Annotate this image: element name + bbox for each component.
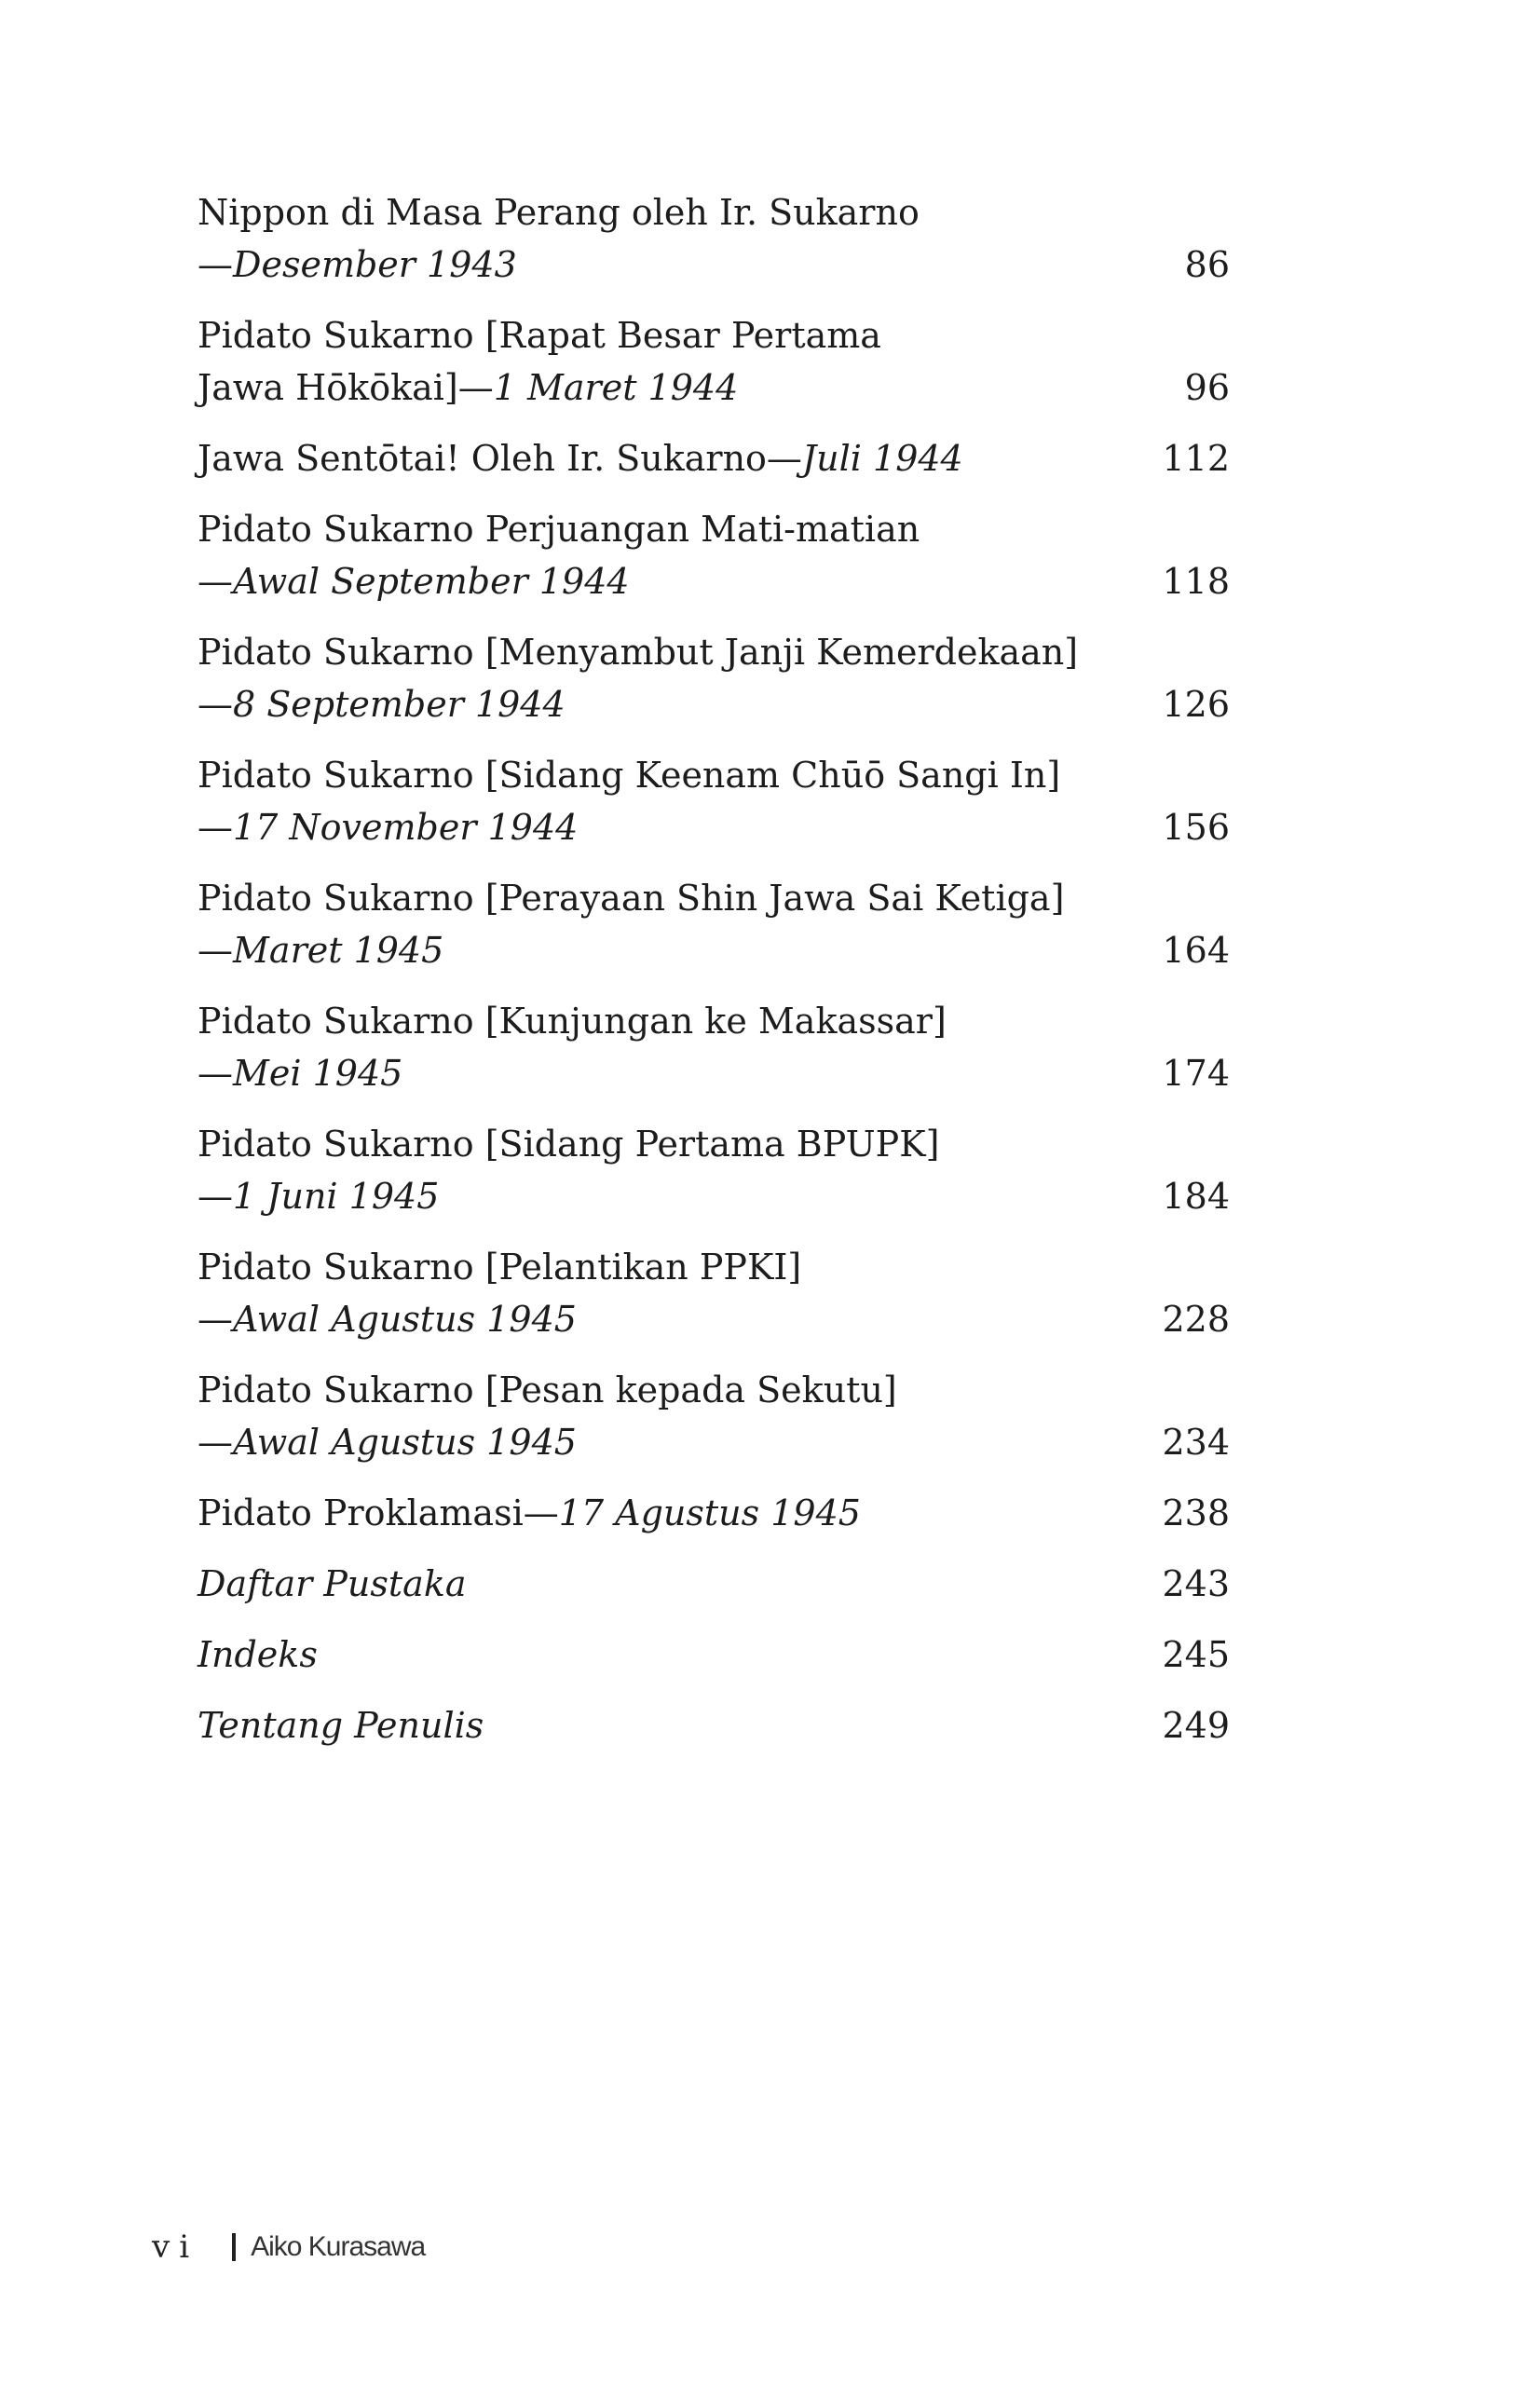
toc-page-number: 238 <box>1162 1492 1230 1533</box>
toc-entry[interactable] <box>198 626 1230 730</box>
toc-entry[interactable] <box>198 872 1230 976</box>
toc-entry[interactable] <box>198 503 1230 607</box>
toc-entry-title: Pidato Sukarno [Menyambut Janji Kemerdekaan] <box>198 632 1079 673</box>
toc-entry-subtitle: —1 Juni 1945 <box>198 1176 440 1217</box>
toc-entry-subtitle: —Awal Agustus 1945 <box>198 1299 577 1340</box>
toc-page-number: 184 <box>1162 1176 1230 1217</box>
toc-page-number: 174 <box>1162 1053 1230 1094</box>
toc-entry-title: Jawa Sentōtai! Oleh Ir. Sukarno—Juli 1944 <box>198 438 963 479</box>
toc-entry[interactable] <box>198 995 1230 1099</box>
toc-entry-title: Pidato Proklamasi—17 Agustus 1945 <box>198 1492 861 1533</box>
toc-page-number: 249 <box>1162 1705 1230 1746</box>
toc-page-number: 118 <box>1162 561 1230 602</box>
toc-entry-date: 17 Agustus 1945 <box>558 1492 861 1533</box>
toc-entry-date: Mei 1945 <box>233 1053 403 1094</box>
toc-entry-title: Pidato Sukarno [Pesan kepada Sekutu] <box>198 1370 897 1411</box>
toc-entry[interactable] <box>198 1699 1230 1751</box>
page-number: vi <box>152 2228 199 2266</box>
toc-entry-title: Pidato Sukarno [Pelantikan PPKI] <box>198 1247 802 1288</box>
toc-entry[interactable] <box>198 186 1230 291</box>
toc-entry-title: Nippon di Masa Perang oleh Ir. Sukarno <box>198 192 920 233</box>
toc-entry-subtitle: —Mei 1945 <box>198 1053 403 1094</box>
toc-entry[interactable] <box>198 749 1230 853</box>
toc-page-number: 245 <box>1162 1634 1230 1675</box>
toc-entry-title: Indeks <box>198 1634 318 1675</box>
toc-entry-date: Awal September 1944 <box>233 561 630 602</box>
toc-entry-subtitle: —17 November 1944 <box>198 807 579 848</box>
toc-entry-subtitle: —Desember 1943 <box>198 244 517 285</box>
toc-entry[interactable] <box>198 1558 1230 1610</box>
toc-entry-subtitle: —Maret 1945 <box>198 930 444 971</box>
toc-entry-date: Awal Agustus 1945 <box>233 1299 577 1340</box>
running-author: Aiko Kurasawa <box>251 2231 426 2262</box>
toc-entry-date: Desember 1943 <box>233 244 517 285</box>
toc-page-number: 164 <box>1162 930 1230 971</box>
toc-entry-title: Pidato Sukarno [Kunjungan ke Makassar] <box>198 1001 947 1042</box>
toc-entry[interactable] <box>198 1118 1230 1222</box>
toc-page-number: 243 <box>1162 1563 1230 1604</box>
toc-entry-title: Daftar Pustaka <box>198 1563 467 1604</box>
toc-entry[interactable] <box>198 1364 1230 1468</box>
toc-page-number: 126 <box>1162 684 1230 725</box>
toc-entry[interactable] <box>198 1629 1230 1681</box>
toc-entry[interactable] <box>198 1487 1230 1539</box>
toc-entry-title: Pidato Sukarno [Perayaan Shin Jawa Sai Ketiga] <box>198 878 1065 919</box>
toc-entry[interactable] <box>198 432 1230 484</box>
toc-page-number: 86 <box>1184 244 1230 285</box>
toc-entry[interactable] <box>198 1241 1230 1345</box>
toc-entry-subtitle: —Awal September 1944 <box>198 561 630 602</box>
toc-entry-date: Maret 1945 <box>233 930 444 971</box>
table-of-contents <box>198 186 1230 1770</box>
toc-entry-title: Pidato Sukarno [Sidang Keenam Chūō Sangi In] <box>198 755 1061 796</box>
toc-entry-title: Pidato Sukarno Perjuangan Mati-matian <box>198 509 920 550</box>
page-footer <box>152 2219 425 2275</box>
toc-page-number: 228 <box>1162 1299 1230 1340</box>
toc-entry-date: 1 Maret 1944 <box>493 367 739 408</box>
toc-page-number: 156 <box>1162 807 1230 848</box>
toc-entry-date: Juli 1944 <box>801 438 963 479</box>
toc-entry-subtitle: Jawa Hōkōkai]—1 Maret 1944 <box>198 367 739 408</box>
toc-entry[interactable] <box>198 309 1230 414</box>
toc-entry-title: Pidato Sukarno [Rapat Besar Pertama <box>198 315 881 356</box>
toc-entry-date: 8 September 1944 <box>233 684 566 725</box>
toc-entry-title: Tentang Penulis <box>198 1705 484 1746</box>
toc-entry-subtitle: —8 September 1944 <box>198 684 566 725</box>
toc-page-number: 96 <box>1184 367 1230 408</box>
toc-page-number: 112 <box>1162 438 1230 479</box>
toc-entry-date: 1 Juni 1945 <box>233 1176 440 1217</box>
toc-page-number: 234 <box>1162 1422 1230 1463</box>
toc-entry-subtitle: —Awal Agustus 1945 <box>198 1422 577 1463</box>
footer-divider <box>232 2233 236 2261</box>
toc-entry-date: 17 November 1944 <box>233 807 579 848</box>
toc-entry-date: Awal Agustus 1945 <box>233 1422 577 1463</box>
toc-entry-title: Pidato Sukarno [Sidang Pertama BPUPK] <box>198 1124 940 1165</box>
